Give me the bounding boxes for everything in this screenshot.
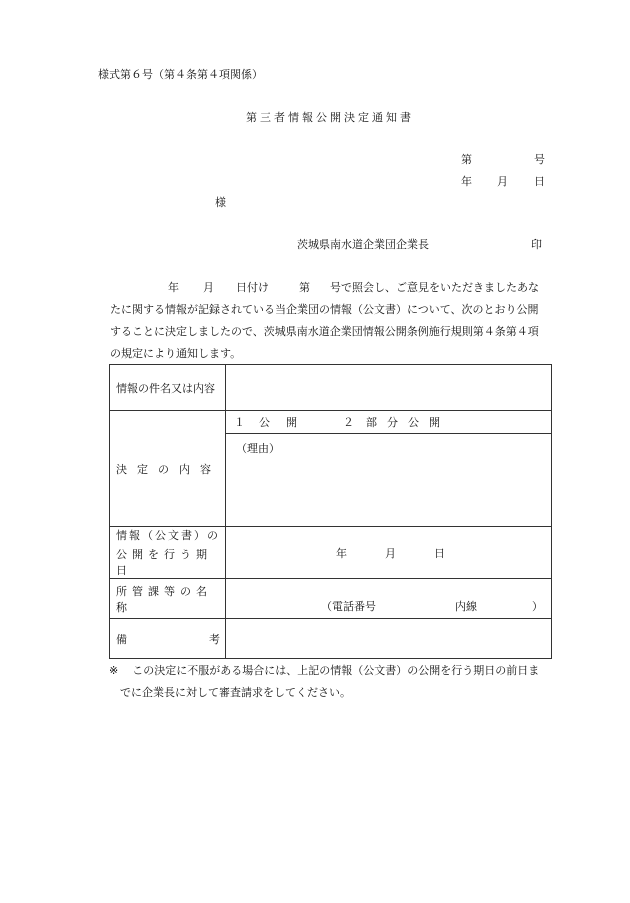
body-line-1	[110, 277, 554, 299]
department-value	[226, 579, 552, 619]
phone-label: （電話番号	[321, 600, 376, 613]
body-year: 年	[168, 281, 179, 294]
remarks-value	[226, 619, 552, 659]
subject-value	[226, 365, 552, 411]
date-month: 月	[497, 175, 508, 188]
form-number: 様式第６号（第４条第４項関係）	[98, 68, 263, 81]
date-day: 日	[534, 175, 545, 188]
body-month: 月	[203, 281, 214, 294]
disclosure-day: 日	[434, 546, 445, 560]
option-1-number: １	[234, 416, 245, 429]
body-date-suffix: 日付け	[236, 281, 269, 294]
note-line-1	[109, 660, 555, 682]
decision-options	[226, 411, 552, 434]
body-dai: 第	[299, 281, 310, 294]
option-1-text: 公開	[259, 416, 313, 429]
decision-label: 決定の内容	[116, 462, 221, 476]
table-row	[110, 619, 552, 659]
reference-go: 号	[534, 153, 545, 166]
extension-label: 内線	[455, 600, 477, 613]
reference-dai: 第	[461, 153, 472, 166]
sender-name: 茨城県南水道企業団企業長	[297, 238, 429, 251]
body-paragraph	[110, 277, 554, 365]
subject-label: 情報の件名又は内容	[110, 365, 226, 411]
table-row	[110, 579, 552, 619]
date-year: 年	[461, 175, 472, 188]
department-label: 所管課等の名称	[110, 579, 226, 619]
decision-label-cell	[110, 411, 226, 527]
body-line-1-text: 号で照会し、ご意見をいただきましたあな	[330, 281, 539, 294]
remarks-label	[110, 619, 226, 659]
remarks-label-b: 考	[209, 632, 220, 646]
seal-mark: 印	[531, 238, 542, 251]
table-row	[110, 365, 552, 411]
note-mark: ※	[109, 664, 119, 677]
body-line-4: の規定により通知します。	[110, 347, 242, 360]
table-row	[110, 411, 552, 434]
phone-close-paren: ）	[532, 600, 543, 613]
reason-label: （理由）	[236, 442, 280, 455]
table-row	[110, 527, 552, 579]
reason-cell	[226, 434, 552, 527]
disclosure-month: 月	[385, 546, 396, 560]
document-title: 第三者情報公開決定通知書	[246, 111, 414, 124]
addressee-sama: 様	[215, 196, 226, 209]
appeal-note	[109, 660, 555, 704]
option-2-number: ２	[343, 416, 354, 429]
note-line-2: でに企業長に対して審査請求をしてください。	[120, 686, 351, 699]
body-line-3: することに決定しましたので、茨城県南水道企業団情報公開条例施行規則第４条第４項	[110, 325, 539, 338]
option-2-text: 部分公開	[366, 416, 450, 429]
decision-table	[109, 364, 552, 659]
body-line-2: たに関する情報が記録されている当企業団の情報（公文書）について、次のとおり公開	[110, 303, 539, 316]
disclosure-year: 年	[336, 546, 347, 560]
disclosure-date-value	[226, 527, 552, 579]
remarks-label-a: 備	[116, 632, 127, 646]
disclosure-date-label: 情報（公文書）の 公開を行う期日	[110, 527, 226, 579]
note-line-1-text: この決定に不服がある場合には、上記の情報（公文書）の公開を行う期日の前日ま	[132, 664, 540, 677]
